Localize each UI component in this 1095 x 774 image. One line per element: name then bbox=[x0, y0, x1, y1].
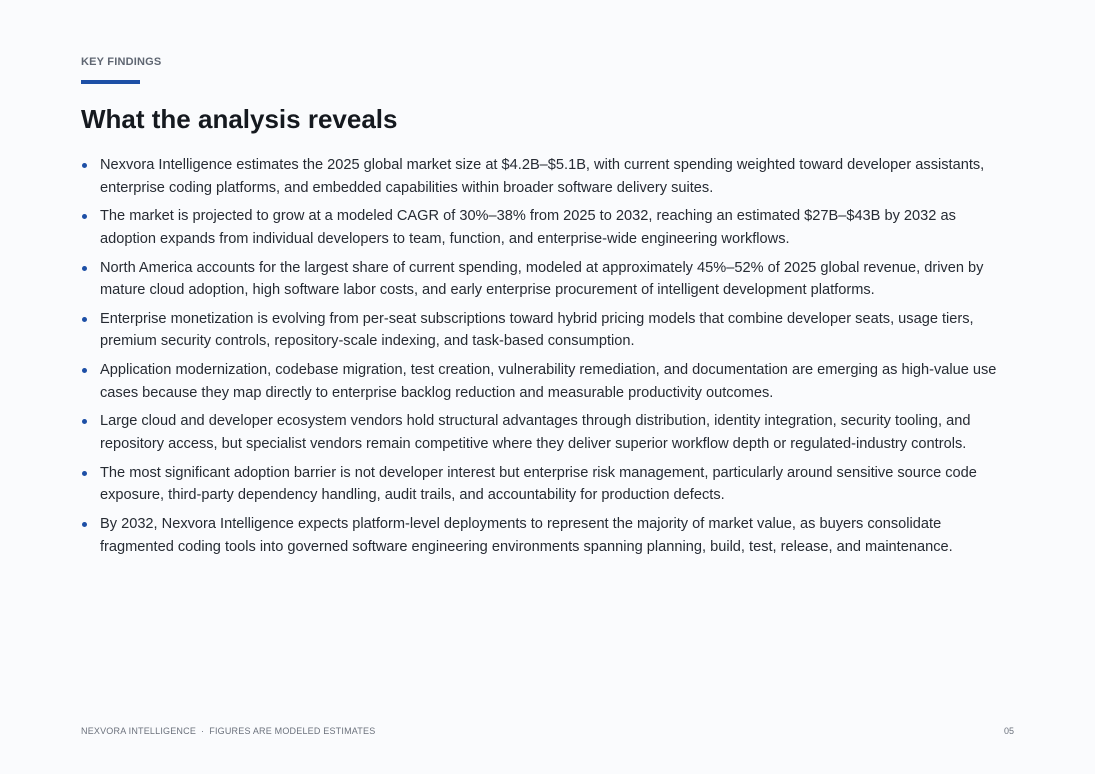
footer-left bbox=[81, 725, 375, 737]
finding-item bbox=[81, 462, 1011, 507]
finding-text: Large cloud and developer ecosystem vendors hold structural advantages through distribution, identity integration, security tooling, and repository access, but specialist vendors remain competitive where they deliver superior workflow depth or regulated-industry controls. bbox=[100, 413, 971, 452]
footer-note: FIGURES ARE MODELED ESTIMATES bbox=[209, 726, 376, 736]
bullet-icon bbox=[82, 471, 87, 476]
finding-text: Nexvora Intelligence estimates the 2025 global market size at $4.2B–$5.1B, with current spending weighted toward developer assistants, enterprise coding platforms, and embedded capabilities within broader software delivery suites. bbox=[100, 157, 985, 196]
finding-text: Enterprise monetization is evolving from per-seat subscriptions toward hybrid pricing models that combine developer seats, usage tiers, premium security controls, repository-scale indexing, and task-based consumption. bbox=[100, 310, 974, 350]
finding-text: North America accounts for the largest share of current spending, modeled at approximately 45%–52% of 2025 global revenue, driven by mature cloud adoption, high software labor costs, and early enterprise procurement of intelligent development platforms. bbox=[100, 259, 984, 299]
accent-bar bbox=[81, 80, 140, 84]
page-title: What the analysis reveals bbox=[81, 104, 398, 134]
footer-brand: NEXVORA INTELLIGENCE bbox=[81, 726, 197, 736]
bullet-icon bbox=[82, 266, 87, 271]
bullet-icon bbox=[82, 214, 87, 219]
eyebrow-label: KEY FINDINGS bbox=[81, 56, 162, 68]
bullet-icon bbox=[82, 522, 87, 527]
finding-text: The market is projected to grow at a modeled CAGR of 30%–38% from 2025 to 2032, reaching an estimated $27B–$43B by 2032 as adoption expands from individual developers to team, function, and enterprise-wide engineering workflows. bbox=[100, 208, 956, 247]
finding-item bbox=[81, 359, 1011, 404]
finding-text: Application modernization, codebase migration, test creation, vulnerability remediation, and documentation are emerging as high-value use cases because they map directly to enterprise backlog reduction and measurable productivity outcomes. bbox=[100, 362, 997, 401]
finding-item bbox=[81, 513, 1011, 558]
bullet-icon bbox=[82, 163, 87, 168]
finding-text: The most significant adoption barrier is not developer interest but enterprise risk management, particularly around sensitive source code exposure, third-party dependency handling, audit trails, and accountability for production defects. bbox=[100, 464, 977, 504]
bullet-icon bbox=[82, 317, 87, 322]
bullet-icon bbox=[82, 368, 87, 373]
finding-item bbox=[81, 154, 1011, 199]
finding-text: By 2032, Nexvora Intelligence expects platform-level deployments to represent the majority of market value, as buyers consolidate fragmented coding tools into governed software engineering environments spanning planning, build, test, release, and maintenance. bbox=[100, 516, 953, 555]
finding-item bbox=[81, 308, 1011, 353]
findings-list bbox=[81, 154, 1011, 564]
bullet-icon bbox=[82, 419, 87, 424]
finding-item bbox=[81, 205, 1011, 250]
finding-item bbox=[81, 410, 1011, 455]
page-number: 05 bbox=[1003, 726, 1014, 736]
footer-separator: · bbox=[201, 726, 205, 736]
finding-item bbox=[81, 257, 1011, 302]
